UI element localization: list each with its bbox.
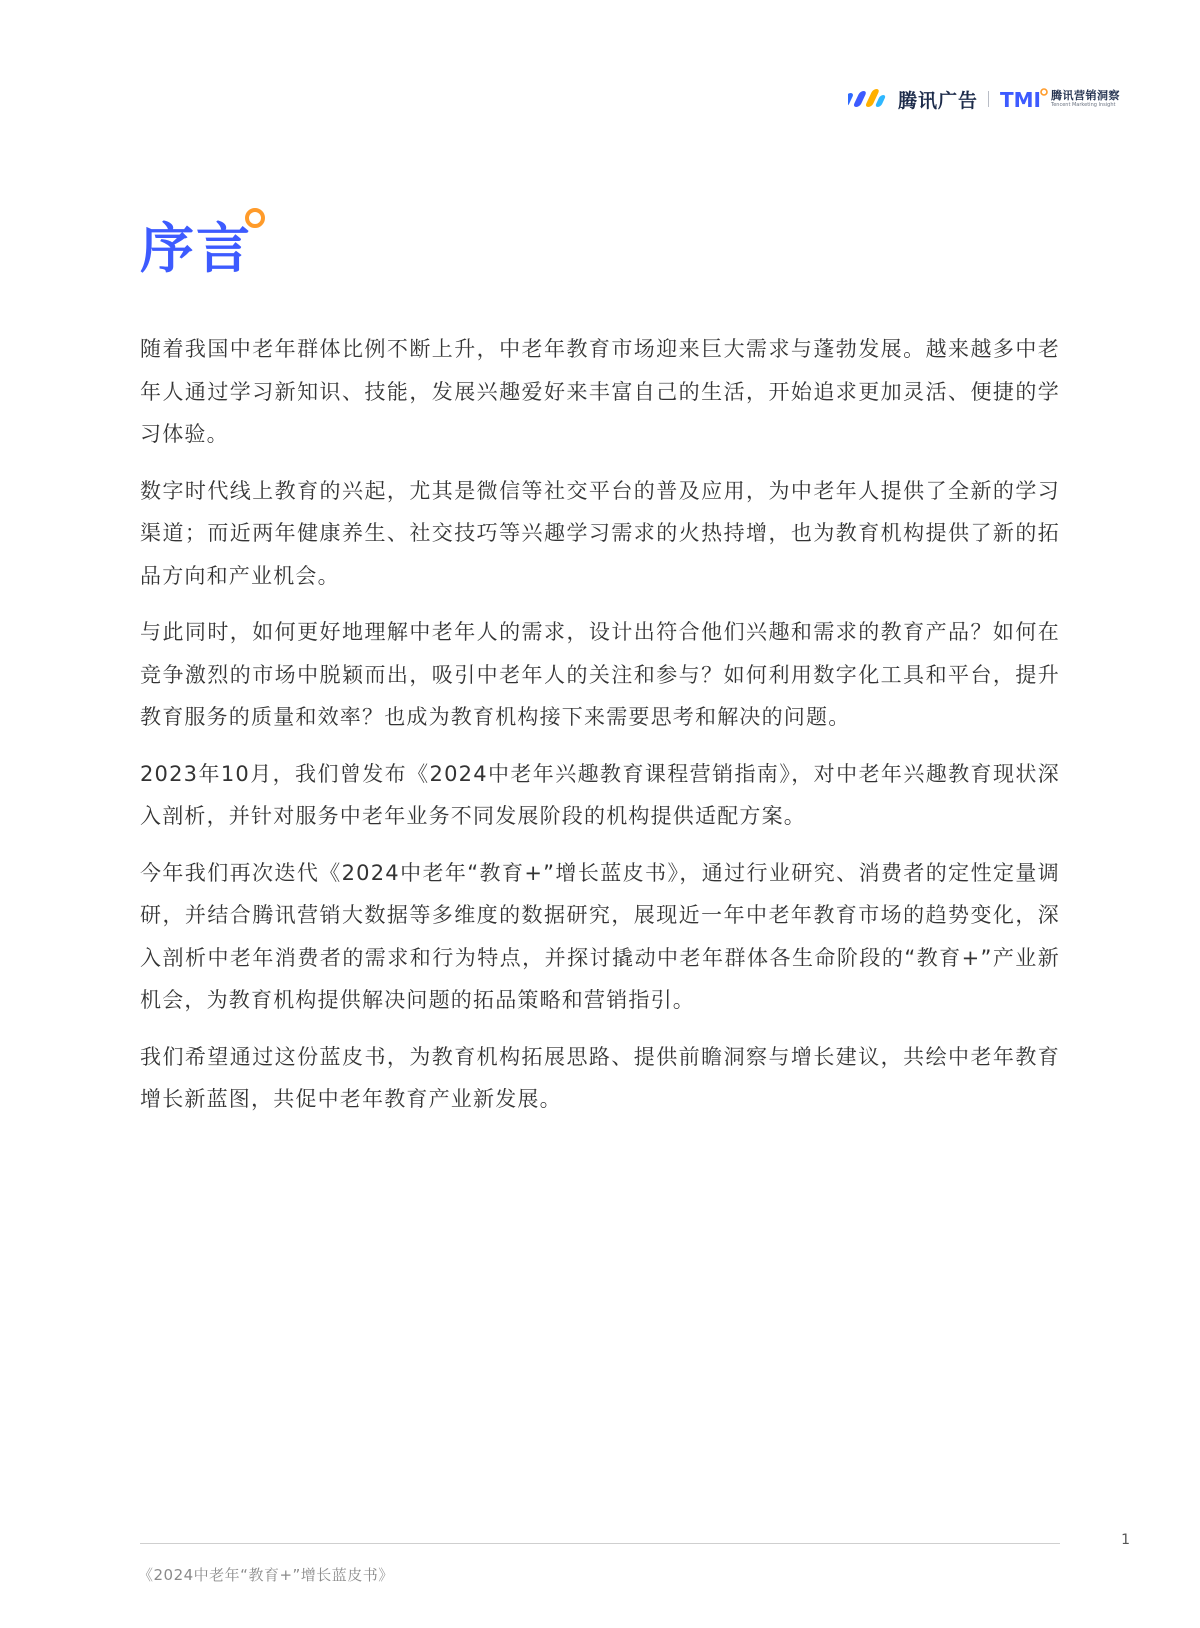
tmi-mark-icon	[1000, 88, 1048, 110]
paragraph: 2023年10月，我们曾发布《2024中老年兴趣教育课程营销指南》，对中老年兴趣教育现状深入剖析，并针对服务中老年业务不同发展阶段的机构提供适配方案。	[140, 761, 1060, 828]
paragraph: 随着我国中老年群体比例不断上升，中老年教育市场迎来巨大需求与蓬勃发展。越来越多中老年人通过学习新知识、技能，发展兴趣爱好来丰富自己的生活，开始追求更加灵活、便捷的学习体验。	[140, 337, 1060, 446]
tmi-text-block	[1051, 90, 1120, 108]
tencent-ads-brand-text: 腾讯广告	[897, 89, 978, 112]
footer-divider	[140, 1543, 1060, 1544]
header-logos	[848, 84, 1120, 114]
paragraph: 今年我们再次迭代《2024中老年“教育+”增长蓝皮书》，通过行业研究、消费者的定性定量调研，并结合腾讯营销大数据等多维度的数据研究，展现近一年中老年教育市场的趋势变化，深入剖析中老年消费者的需求和行为特点，并探讨撬动中老年群体各生命阶段的“教育+”产业新机会，为教育机构提供解决问题的拓品策略和营销指引。	[140, 860, 1060, 1012]
preface-body	[140, 328, 1060, 1135]
section-title-wrap	[140, 218, 252, 280]
tmi-mark-text: TMI	[1000, 88, 1041, 110]
tencent-ads-logo	[848, 86, 978, 113]
paragraph: 我们希望通过这份蓝皮书，为教育机构拓展思路、提供前瞻洞察与增长建议，共绘中老年教育增长新蓝图，共促中老年教育产业新发展。	[140, 1044, 1060, 1111]
paragraph: 数字时代线上教育的兴起，尤其是微信等社交平台的普及应用，为中老年人提供了全新的学习渠道；而近两年健康养生、社交技巧等兴趣学习需求的火热持增，也为教育机构提供了新的拓品方向和产业机会。	[140, 478, 1060, 588]
title-ring-decoration	[245, 208, 265, 228]
header-divider	[988, 91, 989, 107]
paragraph: 与此同时，如何更好地理解中老年人的需求，设计出符合他们兴趣和需求的教育产品？如何在竞争激烈的市场中脱颖而出，吸引中老年人的关注和参与？如何利用数字化工具和平台，提升教育服务的质量和效率？也成为教育机构接下来需要思考和解决的问题。	[140, 620, 1060, 729]
page-title: 序言	[140, 217, 252, 280]
tencent-ads-mark-icon	[848, 87, 892, 111]
tmi-brand-text-cn: 腾讯营销洞察	[1051, 89, 1120, 102]
tmi-logo	[1000, 88, 1120, 110]
page-number: 1	[1121, 1532, 1130, 1548]
footer-document-title: 《2024中老年“教育+”增长蓝皮书》	[138, 1566, 394, 1584]
tmi-brand-text-en: Tencent Marketing Insight	[1051, 102, 1116, 108]
